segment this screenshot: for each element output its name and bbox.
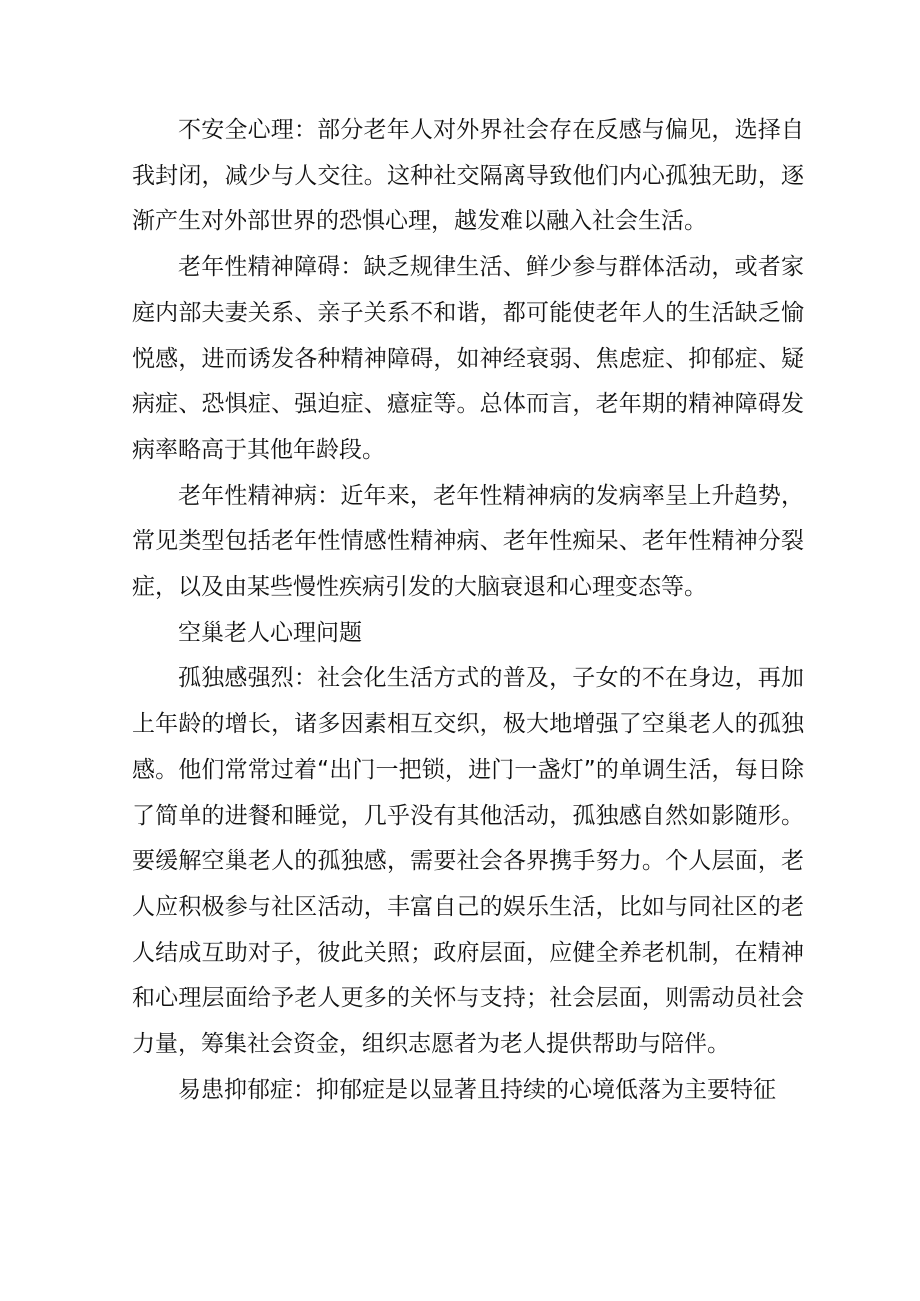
- document-page: [132, 108, 804, 1113]
- paragraph-insecurity: 不安全心理：部分老年人对外界社会存在反感与偏见，选择自我封闭，减少与人交往。这种社交隔离导致他们内心孤独无助，逐渐产生对外部世界的恐惧心理，越发难以融入社会生活。: [132, 117, 804, 235]
- section-heading-empty-nest: 空巢老人心理问题: [178, 619, 362, 646]
- paragraph-psychosis: 老年性精神病：近年来，老年性精神病的发病率呈上升趋势，常见类型包括老年性情感性精神病、老年性痴呆、老年性精神分裂症，以及由某些慢性疾病引发的大脑衰退和心理变态等。: [132, 482, 804, 601]
- paragraph-depression: 易患抑郁症：抑郁症是以显著且持续的心境低落为主要特征: [178, 1076, 776, 1103]
- paragraph-mental-disorder: 老年性精神障碍：缺乏规律生活、鲜少参与群体活动，或者家庭内部夫妻关系、亲子关系不和谐，都可能使老年人的生活缺乏愉悦感，进而诱发各种精神障碍，如神经衰弱、焦虑症、抑郁症、疑病症、恐惧症、强迫症、癔症等。总体而言，老年期的精神障碍发病率略高于其他年龄段。: [132, 254, 804, 463]
- paragraph-loneliness: 孤独感强烈：社会化生活方式的普及，子女的不在身边，再加上年龄的增长，诸多因素相互交织，极大地增强了空巢老人的孤独感。他们常常过着“出门一把锁，进门一盏灯”的单调生活，每日除了简单的进餐和睡觉，几乎没有其他活动，孤独感自然如影随形。要缓解空巢老人的孤独感，需要社会各界携手努力。个人层面，老人应积极参与社区活动，丰富自己的娱乐生活，比如与同社区的老人结成互助对子，彼此关照；政府层面，应健全养老机制，在精神和心理层面给予老人更多的关怀与支持；社会层面，则需动员社会力量，筹集社会资金，组织志愿者为老人提供帮助与陪伴。: [132, 665, 804, 1058]
